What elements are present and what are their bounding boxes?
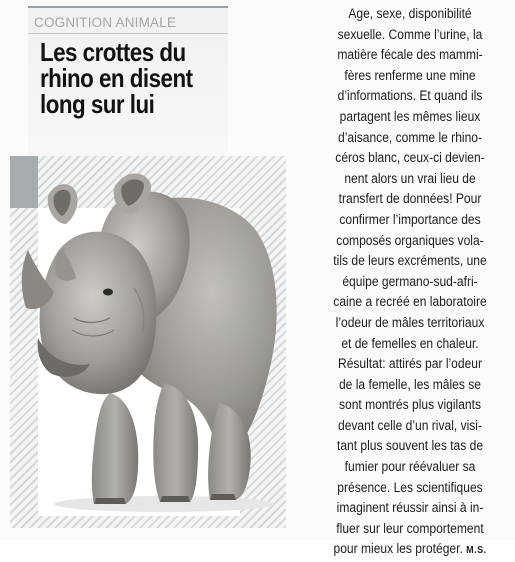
body-line: d’aisance, comme le rhino- <box>337 129 482 145</box>
body-line: nent alors un vrai lieu de <box>344 170 476 186</box>
section-kicker: COGNITION ANIMALE <box>34 15 177 30</box>
body-line: équipe germano-sud-afri- <box>342 273 478 289</box>
body-line: transfert de données! Pour <box>338 191 482 207</box>
body-line: confirmer l’importance des <box>339 211 481 227</box>
body-line: partagent les mêmes lieux <box>339 108 481 124</box>
body-line: tant plus souvent les tas de <box>336 438 484 454</box>
body-line: Résultat: attirés par l’odeur <box>337 356 483 372</box>
body-line: d’informations. Et quand ils <box>337 88 483 104</box>
article-headline <box>40 39 203 117</box>
headline-line: Les crottes du <box>40 37 186 67</box>
author-signature: M.S. <box>466 545 487 557</box>
body-line: matière fécale des mammi- <box>337 47 483 63</box>
kicker-divider <box>28 33 228 34</box>
body-line: fluer sur leur comportement <box>336 520 484 536</box>
headline-line: rhino en disent <box>40 63 193 93</box>
body-line: imaginent réussir ainsi à in- <box>336 500 484 516</box>
body-line: sexuelle. Comme l’urine, la <box>337 26 483 42</box>
body-line: présence. Les scientifiques <box>337 479 483 495</box>
body-line: caine a recréé en laboratoire <box>333 294 487 310</box>
body-line: fumier pour réévaluer sa <box>344 459 476 475</box>
last-body-line <box>322 539 498 562</box>
body-line: pour mieux les protéger. <box>333 541 463 557</box>
body-line: devant celle d’un rival, visi- <box>337 417 482 433</box>
body-line: céros blanc, ceux-ci devien- <box>335 150 485 166</box>
body-line: Age, sexe, disponibilité <box>348 6 472 21</box>
body-line: l’odeur de mâles territoriaux <box>335 314 485 330</box>
top-rule <box>28 6 228 8</box>
body-line: et de femelles en chaleur. <box>341 335 479 351</box>
body-line: de la femelle, les mâles se <box>338 376 482 392</box>
headline-line: long sur lui <box>40 89 155 119</box>
rhinoceros-image <box>14 168 284 518</box>
body-line: composés organiques vola- <box>336 232 484 248</box>
body-line: sont montrés plus vigilants <box>338 397 482 413</box>
body-line: fères renferme une mine <box>344 67 476 83</box>
body-line: tils de leurs excréments, une <box>333 253 487 269</box>
article-body <box>312 4 508 562</box>
